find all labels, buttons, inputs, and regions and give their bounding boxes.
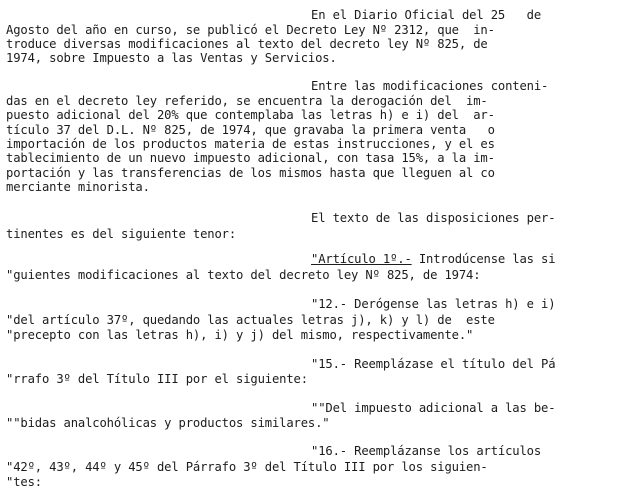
text-line: "del artículo 37º, quedando las actuales letras j), k) y l) de este [6, 313, 495, 327]
article-heading: "Artículo 1º.- [311, 252, 412, 266]
text-line: troduce diversas modificaciones al texto del decreto ley Nº 825, de [6, 37, 488, 51]
text-line: ""Del impuesto adicional a las be- [311, 401, 556, 415]
text-line: En el Diario Oficial del 25 de [311, 8, 541, 22]
text-line: tinentes es del siguiente tenor: [6, 227, 236, 241]
text-line: "precepto con las letras h), i) y j) del mismo, respectivamente." [6, 328, 474, 342]
text-line: 1974, sobre Impuesto a las Ventas y Servicios. [6, 51, 337, 65]
text-line: tículo 37 del D.L. Nº 825, de 1974, que gravaba la primera venta o [6, 123, 495, 137]
text-line: importación de los productos materia de estas instrucciones, y el es [6, 137, 495, 151]
text-line: "guientes modificaciones al texto del decreto ley Nº 825, de 1974: [6, 268, 481, 282]
text-line: "15.- Reemplázase el título del Pá [311, 357, 556, 371]
text-line: das en el decreto ley referido, se encuentra la derogación del im- [6, 94, 488, 108]
text-line: tablecimiento de un nuevo impuesto adicional, con tasa 15%, a la im- [6, 151, 495, 165]
text-line: "12.- Derógense las letras h) e i) [311, 297, 556, 311]
text-line: "16.- Reemplázanse los artículos [311, 444, 541, 458]
text-line: puesto adicional del 20% que contemplaba las letras h) e i) del ar- [6, 108, 495, 122]
text-line: portación y las transferencias de los mismos hasta que lleguen al co [6, 166, 495, 180]
text-line: "42º, 43º, 44º y 45º del Párrafo 3º del Título III por los siguien- [6, 460, 488, 474]
text-line: El texto de las disposiciones per- [311, 211, 556, 225]
text-line: Entre las modificaciones conteni- [311, 79, 549, 93]
text-line: Agosto del año en curso, se publicó el Decreto Ley Nº 2312, que in- [6, 23, 495, 37]
article-line [311, 252, 555, 266]
article-text: Introdúcense las si [411, 252, 556, 266]
text-line: "tes: [6, 475, 42, 489]
text-line: "rrafo 3º del Título III por el siguiente: [6, 372, 308, 386]
text-line: ""bidas analcohólicas y productos similares." [6, 416, 330, 430]
text-line: merciante minorista. [6, 180, 150, 194]
